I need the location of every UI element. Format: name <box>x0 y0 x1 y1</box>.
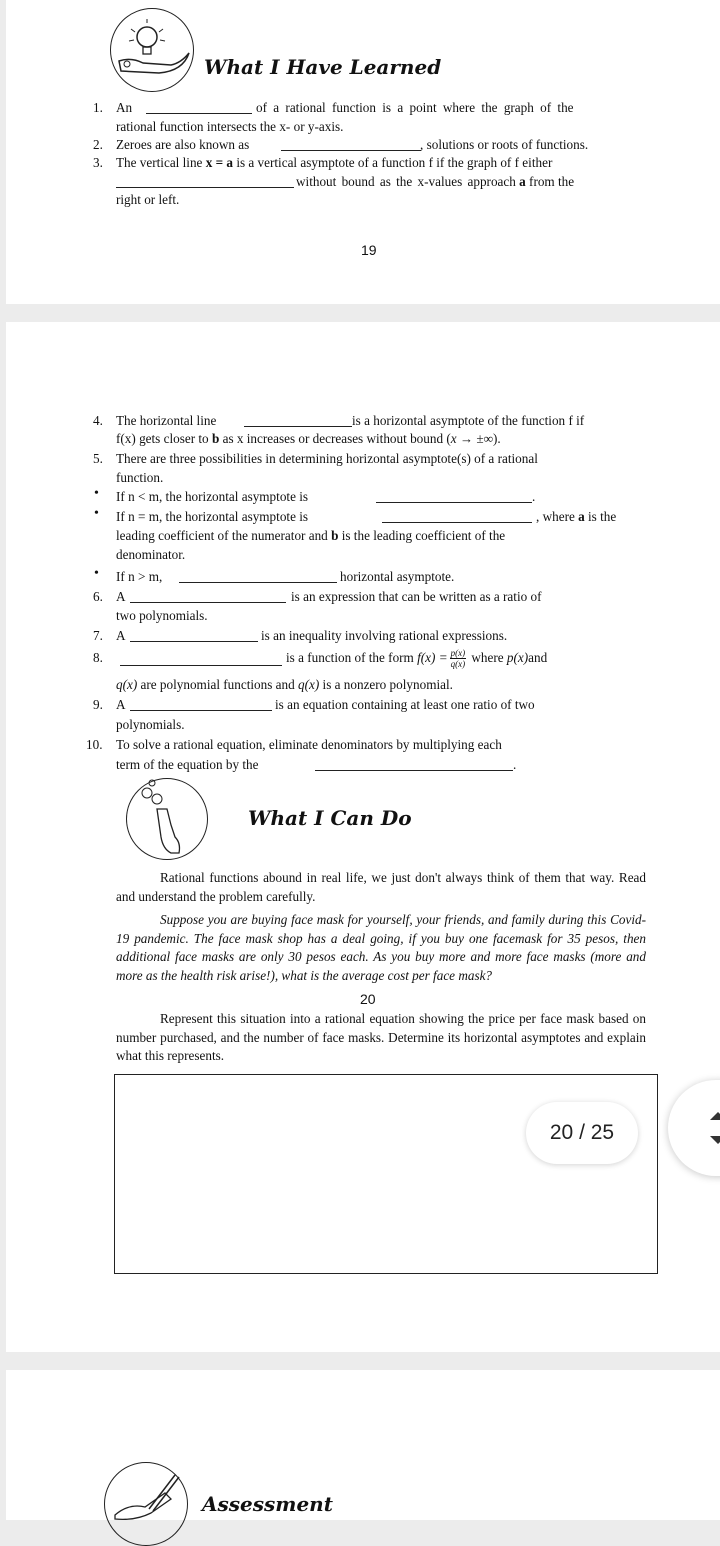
section-heading: Assessment <box>202 1492 333 1516</box>
page-number: 20 <box>360 991 376 1007</box>
section-heading: What I Can Do <box>248 806 412 830</box>
paragraph: Suppose you are buying face mask for yourself, your friends, and family during this Covid-19 pandemic. The face mask shop has a deal going, if you buy one facemask for 35 pesos, then additional face masks are only 30 pesos each. As you buy more and more face masks (more and more as the health risk arise!), what is the average cost per face mask? <box>116 912 646 983</box>
page-20: 4. The horizontal line is a horizontal asymptote of the function f if f(x) gets closer to b as x increases or decreases without bound (x → ±∞). 5. There are three possibilities in determining horizontal asymptote(s) of a rational function. • If n < m, the horizontal asymptote is . • If n = m, the horizontal asymptote is , where a is the leading coefficient of the numerator and b is the leading coefficient of the denominator. • If n > m, horizontal asymptote. 6. A is an expression that can be written as a ratio of two polynomials. 7. A is an inequality involving rational expressions. 8. is a function of the form f(x) = $\frac{p(x)}{q(x)}$ where p(x)and q(x) are polynomial functions and q(x) is a nonzero polynomial. 9. A is an equation containing at least one ratio of two polynomials. 10. To solve a rational equation, eliminate denominators by multiplying each term of the equation by the . What I Can Do Rational functions abound in real life, we just don't always think of them that way. Read and understand the problem carefully. Suppose you are buying face mask for yourself, your friends, and family during this Covid-19 pandemic. The face mask shop has a deal going, if you buy one facemask for 35 pesos, then additional face masks are only 30 pesos each. As you buy more and more face masks (more and more as the health risk arise!), what is the average cost per face mask? Represent this situation into a rational equation showing the price per face mask based on number purchased, and the number of face masks. Determine its horizontal asymptotes and explain what this represents. 20 <box>6 322 720 1352</box>
paragraph: Represent this situation into a rational equation showing the price per face mask based on number purchased, and the number of face masks. Determine its horizontal asymptotes and explain what this represents. <box>116 1011 646 1063</box>
page-indicator: 20 / 25 <box>526 1102 638 1164</box>
hand-gears-icon <box>126 778 208 860</box>
pencil-hand-icon <box>104 1462 188 1546</box>
scroll-arrows-icon <box>696 1080 720 1176</box>
lightbulb-icon <box>110 8 194 92</box>
item-1-text: An <box>116 100 133 115</box>
page-number: 19 <box>361 242 377 258</box>
paragraph: Rational functions abound in real life, we just don't always think of them that way. Read and understand the problem carefully. <box>116 870 646 904</box>
item-number: 1. <box>93 100 103 115</box>
item-3-text: The vertical line x = a is a vertical asymptote of a function f if the graph of f either <box>116 155 553 170</box>
page-21 <box>6 1370 720 1520</box>
section-heading: What I Have Learned <box>204 55 442 79</box>
page-19: What I Have Learned 1. An of a rational function is a point where the graph of the rational function intersects the x- or y-axis. 2. Zeroes are also known as , solutions or roots of functions. 3. The vertical line x = a is a vertical asymptote of a function f if the graph of f either without bound as the x-values approach a from the right or left. 19 <box>6 0 720 304</box>
